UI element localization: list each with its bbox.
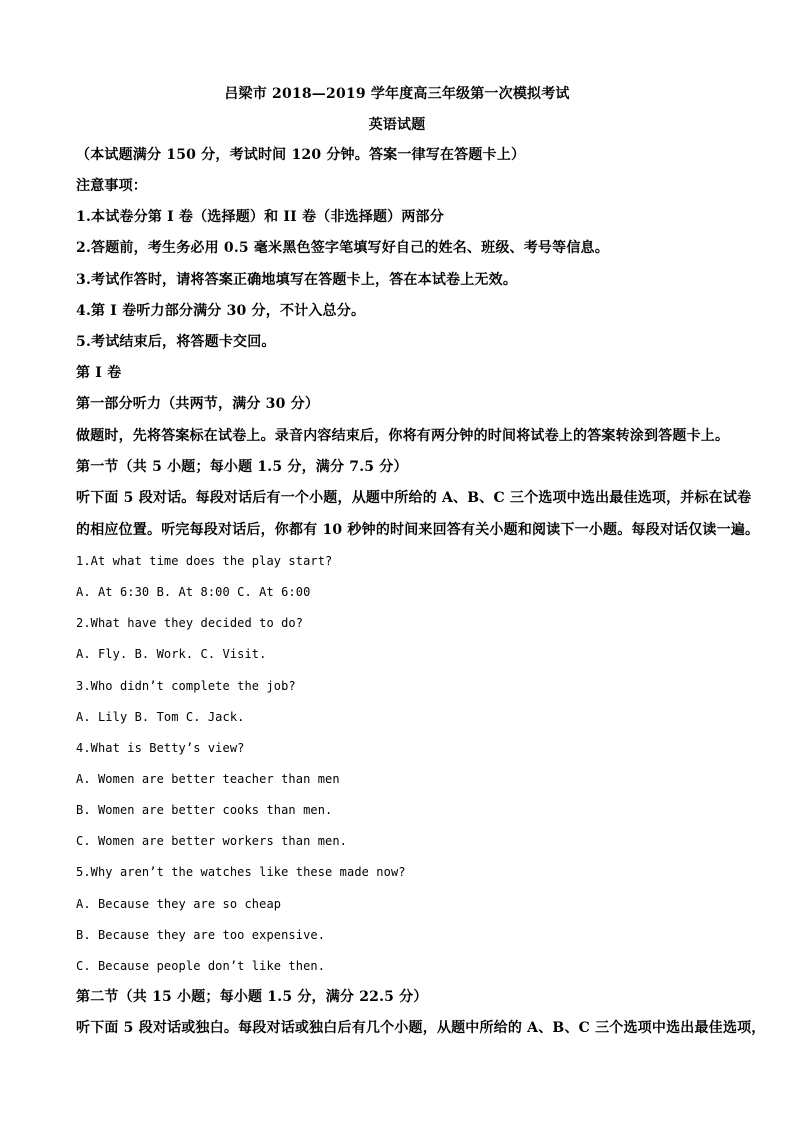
volume-label: 第 I 卷	[76, 365, 122, 381]
exam-info: （本试题满分 150 分，考试时间 120 分钟。答案一律写在答题卡上）	[76, 147, 526, 163]
question-option: B. Women are better cooks than men.	[76, 803, 333, 817]
question-text: 4.What is Betty’s view?	[76, 741, 245, 755]
question-text: 2.What have they decided to do?	[76, 616, 304, 630]
part1-instruction: 做题时，先将答案标在试卷上。录音内容结束后，你将有两分钟的时间将试卷上的答案转涂到答题卡上。	[76, 428, 730, 444]
question-option: C. Because people don’t like then.	[76, 959, 326, 973]
question-text: 5.Why aren’t the watches like these made now?	[76, 865, 406, 879]
note-item: 1.本试卷分第 I 卷（选择题）和 II 卷（非选择题）两部分	[76, 209, 444, 225]
note-item: 2.答题前，考生务必用 0.5 毫米黑色签字笔填写好自己的姓名、班级、考号等信息。	[76, 240, 609, 256]
section1-instruction: 的相应位置。听完每段对话后，你都有 10 秒钟的时间来回答有关小题和阅读下一小题。每段对话仅读一遍。	[76, 522, 760, 538]
part1-heading: 第一部分听力（共两节，满分 30 分）	[76, 396, 320, 412]
question-option: A. Women are better teacher than men	[76, 772, 340, 786]
section2-heading: 第二节（共 15 小题；每小题 1.5 分，满分 22.5 分）	[76, 989, 428, 1005]
question-options: A. Fly. B. Work. C. Visit.	[76, 647, 267, 661]
question-text: 3.Who didn’t complete the job?	[76, 679, 296, 693]
exam-title: 吕梁市 2018—2019 学年度高三年级第一次模拟考试	[224, 86, 570, 102]
section1-instruction: 听下面 5 段对话。每段对话后有一个小题，从题中所给的 A、B、C 三个选项中选出最佳选项，并标在试卷	[76, 490, 752, 506]
question-options: A. Lily B. Tom C. Jack.	[76, 710, 245, 724]
question-option: A. Because they are so cheap	[76, 897, 282, 911]
question-option: B. Because they are too expensive.	[76, 928, 326, 942]
section1-heading: 第一节（共 5 小题；每小题 1.5 分，满分 7.5 分）	[76, 459, 408, 475]
subject-title: 英语试题	[368, 117, 426, 133]
note-item: 4.第 I 卷听力部分满分 30 分，不计入总分。	[76, 303, 366, 319]
note-item: 3.考试作答时，请将答案正确地填写在答题卡上，答在本试卷上无效。	[76, 272, 518, 288]
note-item: 5.考试结束后，将答题卡交回。	[76, 334, 276, 350]
section2-instruction: 听下面 5 段对话或独白。每段对话或独白后有几个小题，从题中所给的 A、B、C 三个选项中选出最佳选项，	[76, 1020, 766, 1036]
question-option: C. Women are better workers than men.	[76, 834, 348, 848]
question-text: 1.At what time does the play start?	[76, 554, 333, 568]
notice-heading: 注意事项：	[76, 178, 147, 194]
question-options: A. At 6:30 B. At 8:00 C. At 6:00	[76, 585, 311, 599]
